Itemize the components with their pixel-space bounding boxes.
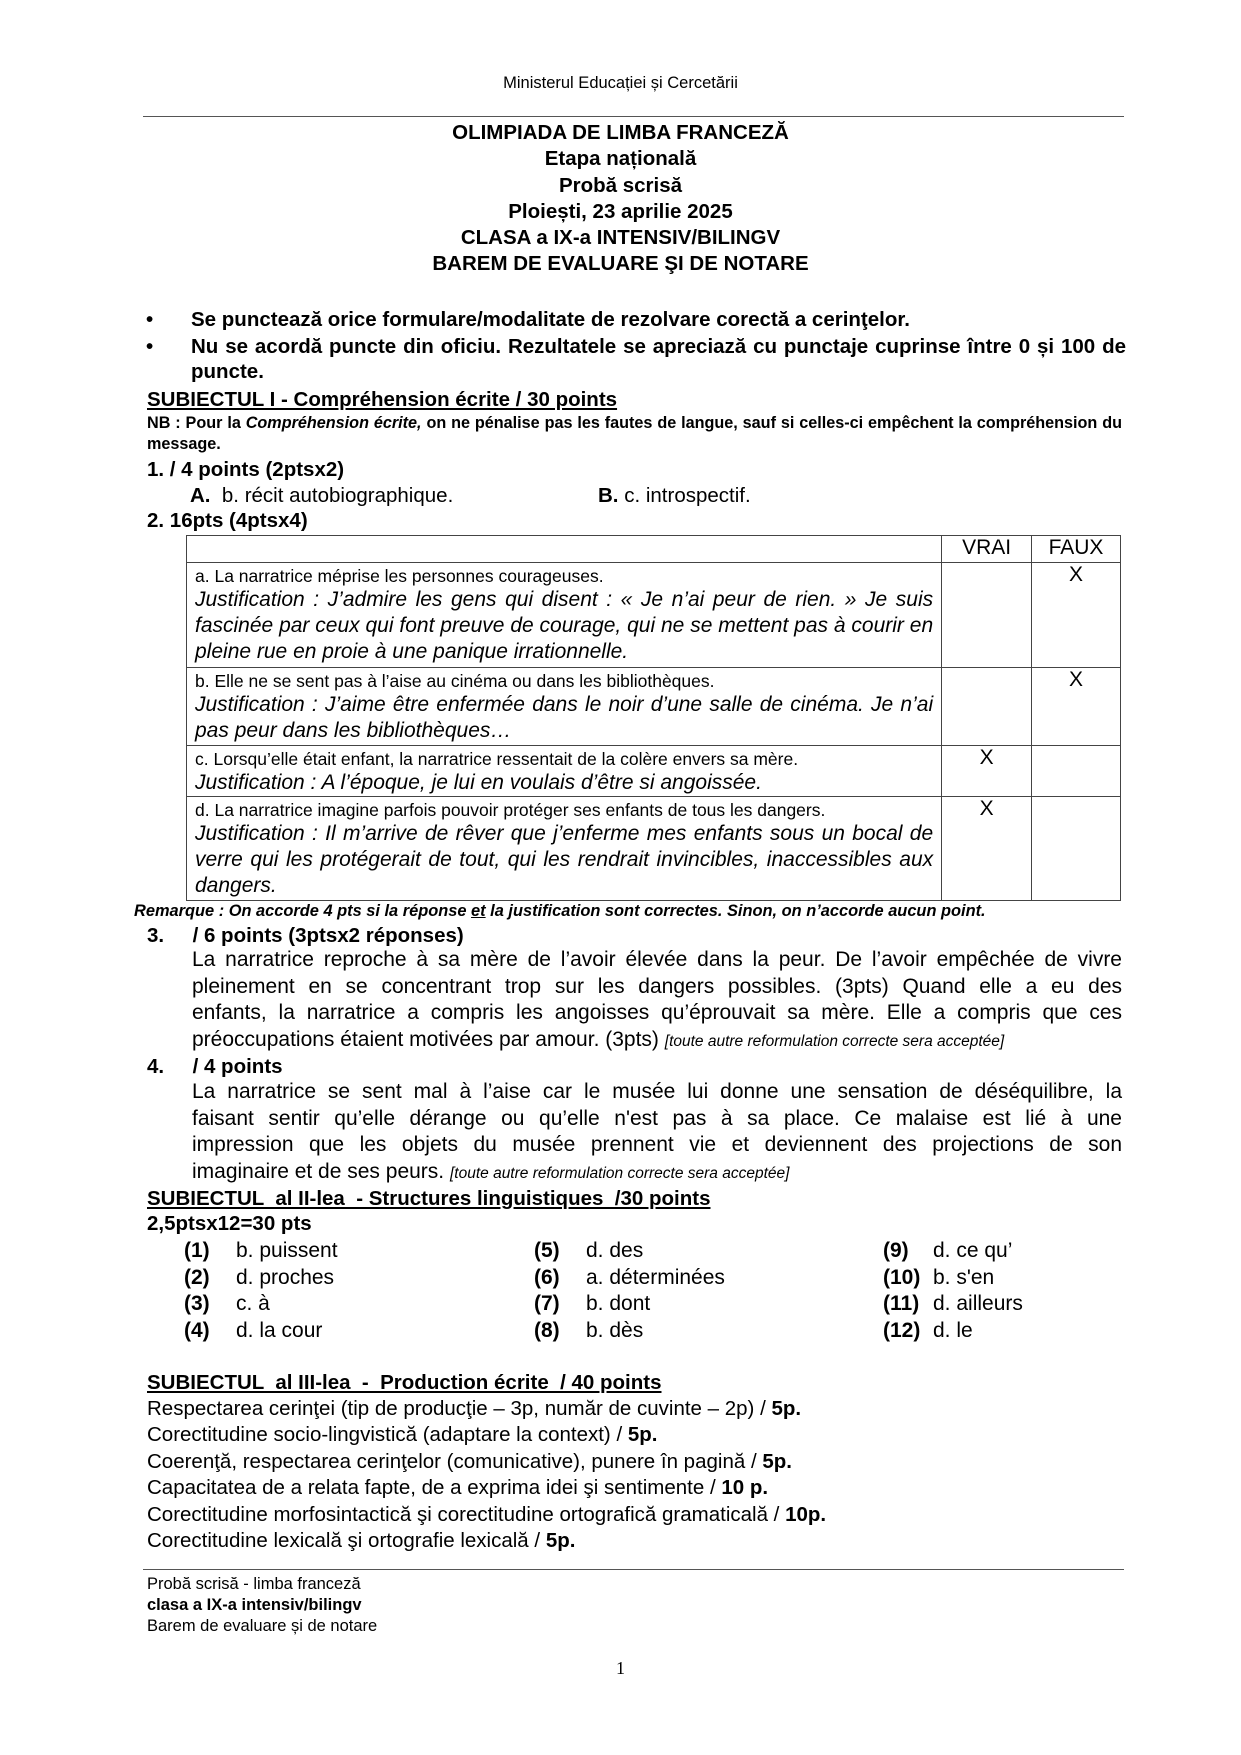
question-3-title: 3. / 6 points (3ptsx2 réponses): [147, 924, 464, 947]
table-row: [187, 668, 1121, 746]
remark-text: la justification sont correctes. Sinon, on n’accorde aucun point.: [485, 902, 986, 920]
faux-mark: [1032, 797, 1121, 901]
section-2-title: SUBIECTUL al II-lea - Structures linguistiques /30 points: [147, 1187, 711, 1210]
page-footer: [147, 1574, 377, 1637]
section-2-scoring: 2,5ptsx12=30 pts: [147, 1212, 312, 1235]
answer-item: [883, 1291, 1023, 1318]
nb-note: [147, 413, 1122, 455]
answer-item: [534, 1291, 725, 1318]
table-row: [187, 797, 1121, 901]
answer-number: (9): [883, 1239, 909, 1262]
answer-item: [883, 1238, 1023, 1265]
bullet-icon: •: [146, 335, 154, 358]
footer-line: Barem de evaluare și de notare: [147, 1617, 378, 1635]
answer-item: [534, 1318, 725, 1345]
criterion: [147, 1396, 826, 1422]
answer-number: (12): [883, 1318, 921, 1342]
criterion-points: 5p.: [627, 1423, 658, 1447]
page-header: Ministerul Educației și Cercetării: [503, 74, 738, 92]
answer-line: enfants, la narratrice a compris les angoisses qu’éprouvait sa mère. Elle a compris que ces: [192, 1001, 1122, 1024]
answer-number: (1): [184, 1239, 210, 1262]
answer-b-label: B.: [598, 484, 619, 507]
answers-column: [184, 1238, 338, 1344]
answer-number: (5): [534, 1239, 560, 1262]
answer-value: d. le: [933, 1318, 973, 1342]
vrai-mark: [942, 668, 1032, 746]
answer-number: (8): [534, 1318, 560, 1342]
answer-value: d. ailleurs: [933, 1292, 1023, 1315]
col-faux: FAUX: [1032, 536, 1121, 563]
answer-number: (4): [184, 1318, 210, 1342]
criterion-points: 5p.: [545, 1529, 576, 1553]
criterion-points: 10p.: [785, 1502, 827, 1526]
answer-item: [883, 1265, 1023, 1292]
answer-number: (3): [184, 1292, 210, 1315]
answer-value: c. à: [236, 1292, 270, 1315]
faux-mark: [1032, 746, 1121, 797]
statement-cell: [187, 746, 942, 797]
criterion-points: 10 p.: [721, 1476, 769, 1500]
criterion-text: Capacitatea de a relata fapte, de a exprima idei şi sentimente /: [147, 1476, 722, 1500]
answers-column: [883, 1238, 1023, 1344]
justification: Justification : A l’époque, je lui en voulais d’être si angoissée.: [195, 771, 762, 794]
footer-line: clasa a IX-a intensiv/bilingv: [147, 1596, 362, 1614]
answer-item: [883, 1318, 1023, 1345]
criterion: [147, 1475, 826, 1501]
answer-value: b. s'en: [933, 1265, 995, 1289]
table-header-row: [187, 536, 1121, 563]
criterion-points: 5p.: [771, 1397, 802, 1420]
answer-number: (11): [883, 1292, 920, 1315]
nb-prefix: NB : Pour la: [147, 414, 246, 432]
header-rule: [143, 116, 1124, 117]
answer-line: [192, 1027, 1122, 1056]
remark: [134, 902, 986, 921]
statement-cell: [187, 797, 942, 901]
question-1-title: 1. / 4 points (2ptsx2): [147, 458, 345, 481]
answer-item: [534, 1265, 725, 1292]
title-line: Ploiești, 23 aprilie 2025: [508, 199, 733, 223]
criterion: [147, 1422, 826, 1448]
answer-line: [192, 1159, 1122, 1188]
nb-italic: Compréhension écrite,: [245, 414, 422, 432]
bullet-item: [146, 334, 1126, 384]
answer-item: [184, 1291, 338, 1318]
bullet-item: [146, 307, 1126, 332]
answer-number: (2): [184, 1265, 210, 1289]
table-header-empty: [187, 536, 942, 563]
bullet-text: Nu se acordă puncte din oficiu. Rezultatele se apreciază cu punctaje cuprinse între 0 și 100 de puncte.: [191, 335, 1126, 383]
answer-value: d. ce qu’: [933, 1239, 1013, 1262]
footer-rule: [143, 1569, 1124, 1570]
answers-column: [534, 1238, 725, 1344]
answer-value: a. déterminées: [586, 1265, 725, 1289]
criterion-text: Corectitudine socio-lingvistică (adaptare la context) /: [147, 1423, 628, 1447]
title-line: CLASA a IX-a INTENSIV/BILINGV: [460, 226, 781, 250]
section-3-title: SUBIECTUL al III-lea - Production écrite / 40 points: [147, 1371, 662, 1394]
footer-line: Probă scrisă - limba franceză: [147, 1575, 361, 1593]
answer-value: b. puissent: [236, 1239, 338, 1262]
answer-line: pleinement en se concentrant trop sur les dangers possibles. (3pts) Quand elle a eu des: [192, 974, 1122, 998]
answer-a: [190, 484, 453, 508]
bullet-text: Se punctează orice formulare/modalitate de rezolvare corectă a cerinţelor.: [191, 308, 910, 331]
criterion: [147, 1528, 826, 1554]
title-line: Probă scrisă: [558, 173, 683, 197]
statement-cell: [187, 563, 942, 668]
table-row: [187, 746, 1121, 797]
criterion-text: Corectitudine morfosintactică şi corectitudine ortografică gramaticală /: [147, 1502, 786, 1526]
answer-line: faisant sentir qu’elle dérange ou qu’elle n'est pas à sa place. Ce malaise est lié à une: [192, 1106, 1122, 1130]
justification: Justification : J’aime être enfermée dans le noir d’une salle de cinéma. Je n’ai pas peur dans les bibliothèques…: [195, 693, 934, 742]
faux-mark: X: [1032, 563, 1121, 668]
answer-value: d. proches: [236, 1265, 335, 1289]
title-line: Etapa națională: [544, 147, 697, 171]
justification: Justification : J’admire les gens qui disent : « Je n’ai peur de rien. » Je suis fascinée par ceux qui font preuve de courage, qui ne se mettent pas à courir en pleine rue en proie à une panique irrationnelle.: [195, 588, 934, 663]
answer-line: La narratrice reproche à sa mère de l’avoir élevée dans la peur. De l’avoir empêchée de vivre: [192, 948, 1122, 971]
criterion-text: Respectarea cerinţei (tip de producţie – 3p, număr de cuvinte – 2p) /: [147, 1397, 772, 1420]
answer-value: b. dont: [586, 1292, 651, 1315]
question-2-title: 2. 16pts (4ptsx4): [147, 509, 308, 532]
justification: Justification : Il m’arrive de rêver que j’enferme mes enfants sous un bocal de verre qui les protégerait de tout, qui les rendrait invincibles, inaccessibles aux dangers.: [195, 822, 934, 897]
faux-mark: X: [1032, 668, 1121, 746]
answer-line: La narratrice se sent mal à l’aise car le musée lui donne une sensation de déséquilibre, la: [192, 1080, 1122, 1103]
statement: c. Lorsqu’elle était enfant, la narratrice ressentait de la colère envers sa mère.: [195, 749, 799, 769]
answer-a-label: A.: [190, 484, 211, 507]
criterion-points: 5p.: [762, 1449, 792, 1473]
vrai-mark: X: [942, 746, 1032, 797]
answer-b-text: c. introspectif.: [624, 484, 751, 507]
reformulation-note: [toute autre reformulation correcte sera acceptée]: [664, 1032, 1005, 1050]
remark-text: Remarque : On accorde 4 pts si la réponse: [134, 902, 472, 920]
answer-number: (7): [534, 1292, 560, 1315]
question-4-title: 4. / 4 points: [147, 1055, 283, 1078]
nb-rest: on ne pénalise pas les fautes de langue, sauf si celles-ci empêchent la compréhension du message.: [147, 414, 1122, 453]
criterion: [147, 1502, 826, 1528]
criterion-text: Coerenţă, respectarea cerinţelor (comunicative), punere în pagină /: [147, 1449, 763, 1473]
title-line: BAREM DE EVALUARE ŞI DE NOTARE: [432, 252, 809, 276]
section-1-title: SUBIECTUL I - Compréhension écrite / 30 points: [147, 388, 618, 411]
page-number: 1: [616, 1658, 625, 1678]
answer-number: (6): [534, 1265, 560, 1289]
reformulation-note: [toute autre reformulation correcte sera acceptée]: [449, 1164, 790, 1182]
answer-text: préoccupations étaient motivées par amour. (3pts): [192, 1027, 659, 1051]
answer-item: [184, 1265, 338, 1292]
criterion: [147, 1449, 826, 1475]
answer-value: d. des: [586, 1239, 644, 1262]
statement-cell: [187, 668, 942, 746]
answer-value: b. dès: [586, 1318, 644, 1342]
true-false-table: [186, 535, 1121, 901]
remark-underlined: et: [471, 902, 486, 920]
answer-b: [598, 484, 751, 508]
statement: a. La narratrice méprise les personnes courageuses.: [195, 566, 604, 586]
answer-number: (10): [883, 1265, 921, 1289]
answer-value: d. la cour: [236, 1318, 323, 1342]
criteria-list: [147, 1396, 826, 1554]
statement: b. Elle ne se sent pas à l’aise au cinéma ou dans les bibliothèques.: [195, 671, 715, 691]
table-row: [187, 563, 1121, 668]
criterion-text: Corectitudine lexicală şi ortografie lexicală /: [147, 1529, 546, 1553]
answer-item: [184, 1318, 338, 1345]
answer-item: [534, 1238, 725, 1265]
title-line: OLIMPIADA DE LIMBA FRANCEZĂ: [452, 121, 789, 144]
vrai-mark: X: [942, 797, 1032, 901]
document-title: [0, 120, 1241, 278]
answer-line: impression que les objets du musée prennent vie et deviennent des projections de son: [192, 1133, 1122, 1156]
vrai-mark: [942, 563, 1032, 668]
question-4-answer: [192, 1079, 1122, 1187]
statement: d. La narratrice imagine parfois pouvoir protéger ses enfants de tous les dangers.: [195, 800, 826, 820]
col-vrai: VRAI: [942, 536, 1032, 563]
answer-text: imaginaire et de ses peurs.: [192, 1159, 445, 1183]
answer-a-text: b. récit autobiographique.: [221, 484, 454, 507]
question-3-answer: [192, 947, 1122, 1055]
answer-item: [184, 1238, 338, 1265]
bullet-icon: •: [146, 308, 154, 331]
